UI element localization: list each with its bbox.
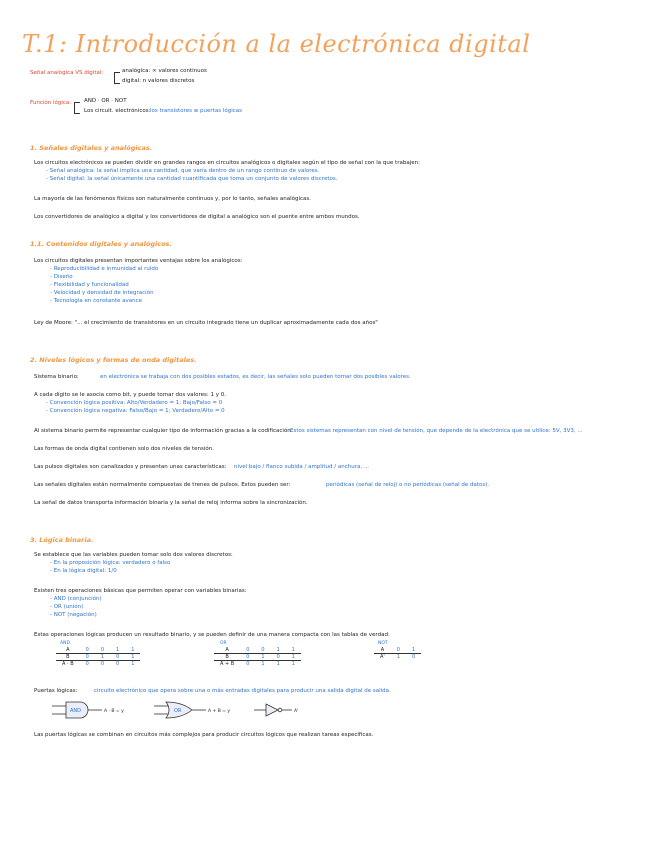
- not-truth-table: [374, 647, 421, 660]
- s2-b5-pre: Las pulsos digitales son canalizados y presentan unas características:: [34, 464, 227, 470]
- not-table-label: NOT: [378, 641, 388, 646]
- and-cell: 0: [110, 654, 125, 661]
- s2-b5: nivel bajo / flanco subida / amplitud / anchura, ...: [234, 464, 370, 470]
- s2-b3-pre: Al sistema binario permite representar cualquier tipo de información gracias a la codificación.: [34, 428, 293, 434]
- s2-b6-pre: Las señales digitales están normalmente compuestas de trenes de pulsos. Estos pueden ser:: [34, 482, 291, 488]
- s3-b1: Se establece que las variables pueden tomar solo dos valores discretos:: [34, 552, 233, 558]
- or-cell: 0: [240, 647, 255, 654]
- signal-label: Señal analógica VS digital:: [30, 70, 104, 76]
- or-cell: A + B: [220, 661, 235, 667]
- and-cell: A · B: [62, 661, 74, 667]
- s11-item-3: - Velocidad y densidad de integración: [50, 290, 154, 296]
- and-gate-output: A · B = y: [104, 709, 124, 714]
- s3-b5: Las puertas lógicas se combinan en circuitos más complejos para producir circuitos lógicos que realizan tareas específicas.: [34, 732, 374, 738]
- logic-circuit-pre: Los circuit. electrónicos:: [84, 108, 151, 114]
- s3-b4: circuito electrónico que opera sobre una o más entradas digitales para producir una salida digital de salida.: [94, 688, 391, 694]
- s11-item-0: - Reproducibilidad e inmunidad al ruido: [50, 266, 159, 272]
- s2-b1-pre: Sistema binario:: [34, 374, 79, 380]
- or-cell: 1: [286, 647, 301, 654]
- s1-b2: La mayoría de las fenómenos físicos son naturalmente continuos y, por lo tanto, señales analógicas.: [34, 196, 312, 202]
- and-cell: 0: [80, 647, 95, 654]
- signal-analog: analógica: ∞ valores continuos: [122, 68, 207, 74]
- and-cell: 0: [116, 661, 120, 667]
- section3-heading: 3. Lógica binaria.: [30, 536, 94, 544]
- s1-b1b: - Señal digital: la señal únicamente una cantidad cuantificada que toma un conjunto de valores discretos.: [46, 176, 338, 182]
- s2-b3: Estos sistemas representan con nivel de tensión, que depende de la electrónica que se utilice: 5V, 3V3, ...: [290, 428, 583, 434]
- signal-brace: [114, 72, 120, 84]
- not-cell: 1: [406, 647, 421, 654]
- s11-item-1: - Diseño: [50, 274, 73, 280]
- s3-b1b: - En la lógica digital: 1/0: [50, 568, 117, 574]
- and-cell: 1: [95, 654, 110, 661]
- or-cell: B: [214, 654, 240, 661]
- not-cell: 0: [391, 647, 406, 654]
- or-cell: 1: [255, 654, 270, 661]
- or-truth-table: [214, 647, 301, 667]
- or-table-label: OR: [220, 641, 227, 646]
- or-cell: 0: [246, 661, 250, 667]
- not-gate-symbol: [250, 699, 320, 721]
- or-cell: 1: [261, 661, 265, 667]
- s2-b1: en electrónica se trabaja con dos posibles estados, es decir, las señales solo pueden tomar dos posibles valores.: [100, 374, 411, 380]
- and-truth-table: [56, 647, 140, 667]
- not-cell: A': [380, 654, 385, 660]
- and-cell: 1: [110, 647, 125, 654]
- signal-digital: digital: n valores discretos: [122, 78, 195, 84]
- and-cell: 1: [125, 647, 140, 654]
- and-cell: 0: [85, 661, 89, 667]
- s2-b2: A cada dígito se le asocia como bit, y puede tomar dos valores: 1 y 0.: [34, 392, 227, 398]
- s1-b1a: - Señal analógica: la señal implica una cantidad, que varía dentro de un rango continuo de valores.: [46, 168, 320, 174]
- or-gate-symbol: [150, 699, 250, 721]
- s3-op-2: - NOT (negación): [50, 612, 97, 618]
- s3-b3: Estas operaciones lógicas producen un resultado binario, y se pueden definir de una manera compacta con las tablas de verdad:: [34, 632, 390, 638]
- or-cell: 1: [291, 661, 295, 667]
- s2-b4: Las formas de onda digital contienen solo dos niveles de tensión.: [34, 446, 214, 452]
- or-cell: 0: [271, 654, 286, 661]
- not-cell: 0: [411, 654, 416, 660]
- s11-item-2: - Flexibilidad y funcionalidad: [50, 282, 129, 288]
- s3-op-0: - AND (conjunción): [50, 596, 102, 602]
- section2-heading: 2. Niveles lógicos y formas de onda digitales.: [30, 356, 197, 364]
- s1-b1: Los circuitos electrónicos se pueden dividir en grandes rangos en circuitos analógicos o digitales según el tipo de señal con la que trabajen:: [34, 160, 420, 166]
- and-cell: 0: [80, 654, 95, 661]
- s2-b2b: - Convención lógica negativa: Falso/Bajo = 1; Verdadero/Alto = 0: [46, 408, 225, 414]
- s3-b2: Existen tres operaciones básicas que permiten operar con variables binarias:: [34, 588, 247, 594]
- s2-b2a: - Convención lógica positiva: Alto/Verdadero = 1; Bajo/Falso = 0: [46, 400, 223, 406]
- and-table-label: AND: [60, 641, 70, 646]
- or-cell: 0: [255, 647, 270, 654]
- or-gate-label: OR: [174, 708, 182, 714]
- or-cell: 0: [240, 654, 255, 661]
- s11-b1: Los circuitos digitales presentan importantes ventajas sobre los analógicos:: [34, 258, 243, 264]
- logic-label: Función lógica:: [30, 100, 72, 106]
- and-cell: 1: [125, 654, 140, 661]
- s2-b7: La señal de datos transporta información binaria y la señal de reloj informa sobre la sincronización.: [34, 500, 308, 506]
- section1-heading: 1. Señales digitales y analógicas.: [30, 144, 153, 152]
- s3-b4-pre: Puertas lógicas:: [34, 688, 78, 694]
- s11-b2: Ley de Moore: "... el crecimiento de transistores en un circuito integrado tiene un duplicar aproximadamente cada dos años": [34, 320, 378, 326]
- s11-item-4: - Tecnología en constante avance: [50, 298, 142, 304]
- logic-circuit: los transistores ≡ puertas lógicas: [150, 108, 242, 114]
- and-gate-symbol: [48, 699, 148, 721]
- and-cell: A: [56, 647, 80, 654]
- and-cell: 1: [131, 661, 135, 667]
- s3-op-1: - OR (unión): [50, 604, 84, 610]
- and-cell: 0: [100, 661, 104, 667]
- section11-heading: 1.1. Contenidos digitales y analógicos.: [30, 240, 172, 248]
- and-cell: 0: [95, 647, 110, 654]
- and-gate-label: AND: [70, 708, 82, 714]
- or-cell: 1: [276, 661, 280, 667]
- s1-b3: Los convertidores de analógico a digital y los convertidores de digital a analógico son el puente entre ambos mundos.: [34, 214, 360, 220]
- not-gate-output: A': [294, 709, 299, 714]
- logic-ops: AND · OR · NOT: [84, 98, 127, 104]
- or-cell: 1: [286, 654, 301, 661]
- or-cell: A: [214, 647, 240, 654]
- not-cell: 1: [396, 654, 400, 660]
- and-cell: B: [56, 654, 80, 661]
- logic-brace: [74, 102, 80, 114]
- s3-b1a: - En la proposición lógica: verdadero o falso: [50, 560, 171, 566]
- not-cell: A: [374, 647, 391, 654]
- s2-b6: periódicas (señal de reloj) o no periódicas (señal de datos).: [326, 482, 490, 488]
- or-cell: 1: [271, 647, 286, 654]
- or-gate-output: A + B = y: [208, 709, 231, 714]
- page-title: T.1: Introducción a la electrónica digital: [22, 30, 531, 58]
